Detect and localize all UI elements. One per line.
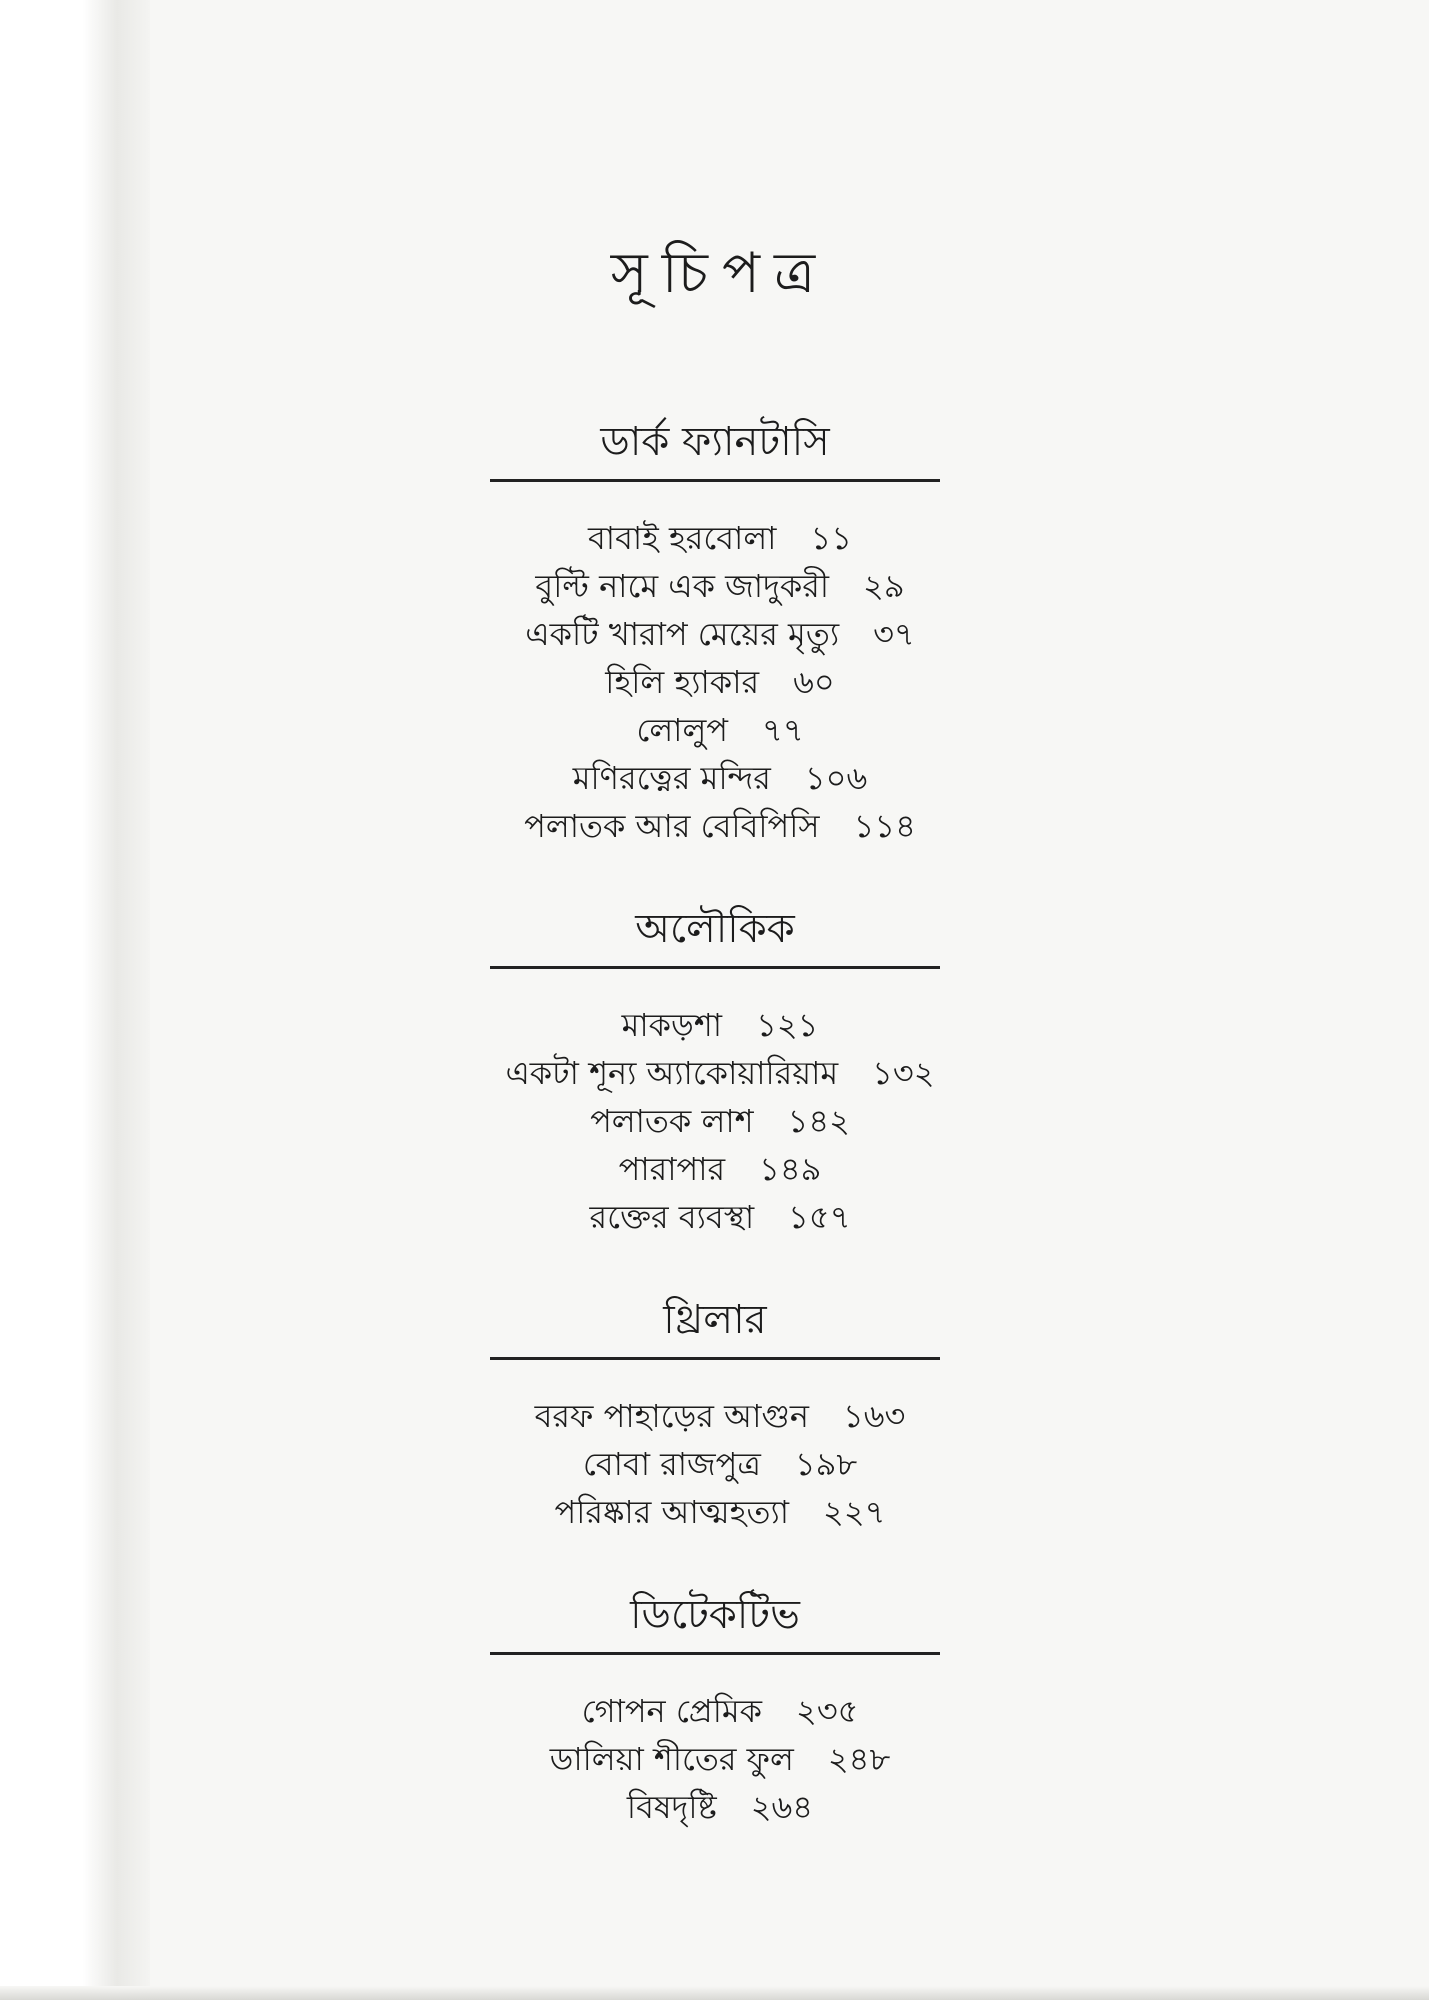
entry-title: বিষদৃষ্টি [626,1788,717,1826]
entry-title: পরিষ্কার আত্মহত্যা [554,1493,790,1531]
entry-title: বোবা রাজপুত্র [582,1445,761,1483]
list-item [480,802,960,850]
entry-page-number: ৭৭ [762,711,804,749]
entry-page-number: ২৩৫ [796,1692,859,1730]
entry-page-number: ১৪৯ [759,1150,822,1188]
book-gutter-shadow [0,0,150,2000]
entry-title: বুল্টি নামে এক জাদুকরী [535,567,830,605]
entry-page-number: ১৪২ [787,1102,850,1140]
section-heading: অলৌকিক [490,900,940,969]
section-thriller [480,1291,960,1536]
entry-title: পলাতক লাশ [590,1102,754,1140]
section-dark-fantasy [480,413,960,850]
list-item [480,1687,960,1735]
list-item [480,1783,960,1831]
page-bottom-edge [0,1986,1429,2000]
entry-title: লোলুপ [636,711,729,749]
list-item [480,706,960,754]
table-of-contents [480,235,960,1881]
entry-title: রক্তের ব্যবস্থা [589,1198,755,1236]
list-item [480,562,960,610]
entry-list [480,514,960,850]
list-item [480,754,960,802]
entry-title: হিলি হ্যাকার [605,663,760,701]
page-title: সূচিপত্র [610,241,830,306]
section-heading: ডার্ক ফ্যানটাসি [490,413,940,482]
entry-list [480,1392,960,1536]
list-item [480,514,960,562]
entry-page-number: ২২৭ [823,1493,886,1531]
list-item [480,610,960,658]
entry-page-number: ১১৪ [853,807,916,845]
entry-title: পলাতক আর বেবিপিসি [524,807,820,845]
list-item [480,1735,960,1783]
list-item [480,1049,960,1097]
entry-page-number: ১৬৩ [842,1397,906,1435]
entry-title: বাবাই হরবোলা [587,519,777,557]
entry-page-number: ১২১ [756,1006,819,1044]
section-heading: থ্রিলার [490,1291,940,1360]
entry-page-number: ১৯৮ [794,1445,858,1483]
entry-title: একটা শূন্য অ্যাকোয়ারিয়াম [505,1054,839,1092]
entry-title: একটি খারাপ মেয়ের মৃত্যু [525,615,840,653]
entry-page-number: ২৪৮ [827,1740,891,1778]
entry-title: মাকড়শা [621,1006,723,1044]
list-item [480,1488,960,1536]
list-item [480,1392,960,1440]
entry-title: পারাপার [618,1150,726,1188]
entry-title: বরফ পাহাড়ের আগুন [534,1397,809,1435]
entry-page-number: ২৬৪ [750,1788,814,1826]
entry-page-number: ৩৭ [873,615,915,653]
section-detective [480,1586,960,1831]
entry-page-number: ২৯ [863,567,905,605]
entry-title: মণিরত্নের মন্দির [572,759,771,797]
entry-page-number: ৬০ [793,663,835,701]
entry-list [480,1001,960,1241]
entry-title: গোপন প্রেমিক [581,1692,763,1730]
list-item [480,658,960,706]
entry-page-number: ১৩২ [872,1054,935,1092]
list-item [480,1193,960,1241]
list-item [480,1097,960,1145]
entry-page-number: ১৫৭ [788,1198,851,1236]
entry-list [480,1687,960,1831]
entry-page-number: ১০৬ [804,759,868,797]
list-item [480,1440,960,1488]
list-item [480,1001,960,1049]
entry-page-number: ১১ [810,519,852,557]
list-item [480,1145,960,1193]
section-heading: ডিটেকটিভ [490,1586,940,1655]
section-supernatural [480,900,960,1241]
entry-title: ডালিয়া শীতের ফুল [549,1740,794,1778]
